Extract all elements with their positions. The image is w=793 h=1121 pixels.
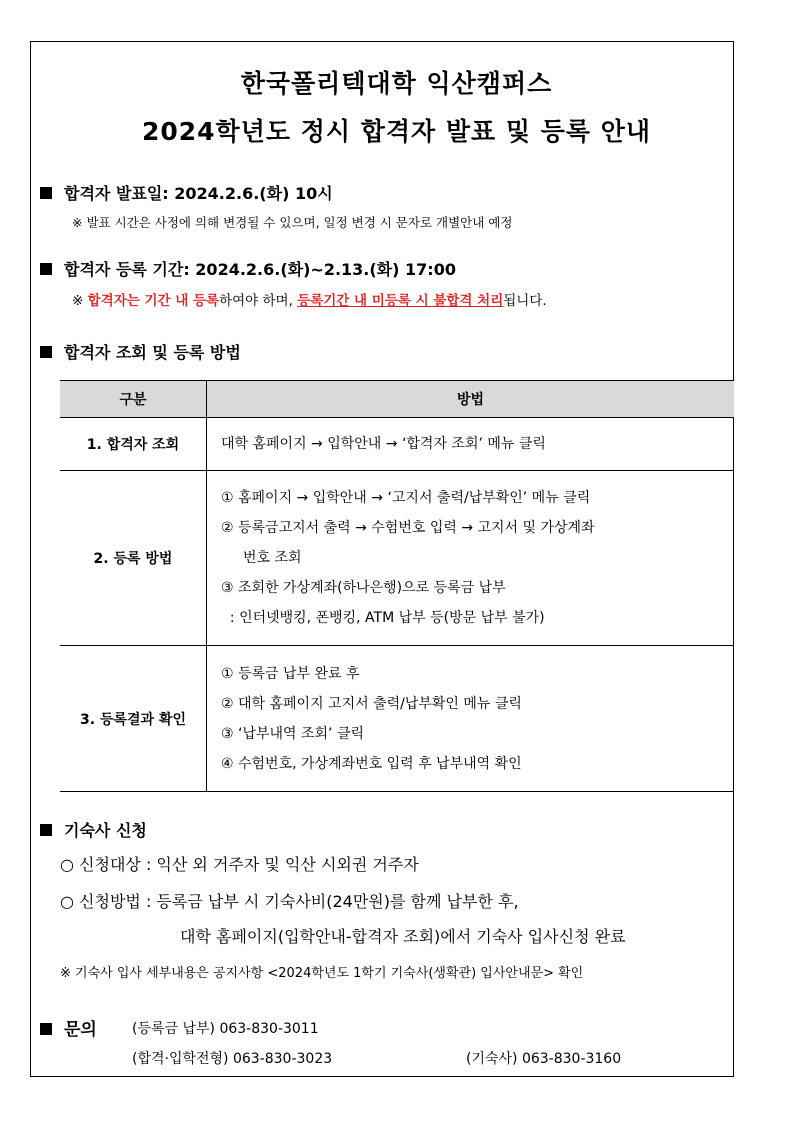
method-line: ② 대학 홈페이지 고지서 출력/납부확인 메뉴 클릭 [221, 695, 522, 712]
square-bullet-icon [40, 187, 52, 199]
row-label: 1. 합격자 조회 [60, 418, 207, 471]
note-highlight-register: 합격자는 기간 내 등록 [87, 293, 220, 309]
document-title-line2: 2024학년도 정시 합격자 발표 및 등록 안내 [141, 117, 652, 146]
table-header-row [60, 381, 734, 418]
note-middle: 하여야 하며, [219, 293, 298, 309]
method-line: ③ ‘납부내역 조회’ 클릭 [221, 725, 364, 742]
dormitory-heading [40, 818, 147, 841]
announcement-heading [40, 181, 333, 204]
table-header-category: 구분 [60, 381, 207, 418]
method-section-heading [40, 340, 241, 363]
table-row [60, 418, 734, 471]
method-line: ③ 조회한 가상계좌(하나은행)으로 등록금 납부 [221, 580, 506, 596]
method-section-heading-text: 합격자 조회 및 등록 방법 [64, 343, 241, 362]
square-bullet-icon [40, 346, 52, 358]
row-method [207, 646, 735, 792]
square-bullet-icon [40, 1023, 52, 1035]
method-line: ② 등록금고지서 출력 → 수험번호 입력 → 고지서 및 가상계좌 [221, 520, 595, 536]
inquiry-dormitory: (기숙사) 063-830-3160 [466, 1051, 622, 1067]
table-row [60, 646, 734, 792]
dormitory-heading-text: 기숙사 신청 [64, 821, 147, 840]
note-prefix: ※ [72, 293, 88, 309]
table-header-method: 방법 [207, 381, 735, 418]
square-bullet-icon [40, 263, 52, 275]
method-line: : 인터넷뱅킹, 폰뱅킹, ATM 납부 등(방문 납부 불가) [221, 610, 545, 626]
note-highlight-fail: 등록기간 내 미등록 시 불합격 처리 [297, 293, 504, 309]
row-method [207, 418, 735, 471]
row-label: 3. 등록결과 확인 [60, 646, 207, 792]
method-table [60, 380, 734, 792]
dormitory-note: ※ 기숙사 입사 세부내용은 공지사항 <2024학년도 1학기 기숙사(생확관) 입사안내문> 확인 [60, 966, 584, 981]
method-line: 번호 조회 [243, 550, 302, 566]
square-bullet-icon [40, 824, 52, 836]
method-line: ④ 수험번호, 가상계좌번호 입력 후 납부내역 확인 [221, 755, 522, 772]
announcement-heading-text: 합격자 발표일: 2024.2.6.(화) 10시 [64, 184, 333, 203]
row-label: 2. 등록 방법 [60, 471, 207, 646]
registration-period-note [72, 289, 547, 309]
dormitory-target: ○ 신청대상 : 익산 외 거주자 및 익산 시외권 거주자 [60, 855, 419, 874]
dormitory-method-line2: 대학 홈페이지(입학안내-합격자 조회)에서 기숙사 입사신청 완료 [180, 927, 626, 946]
registration-period-heading-text: 합격자 등록 기간: 2024.2.6.(화)~2.13.(화) 17:00 [64, 260, 456, 279]
document-title-line1: 한국폴리텍대학 익산캠퍼스 [240, 69, 553, 98]
inquiry-heading [40, 1015, 97, 1040]
registration-period-heading [40, 257, 456, 280]
method-line: ① 홈페이지 → 입학안내 → ‘고지서 출력/납부확인’ 메뉴 클릭 [221, 490, 591, 506]
announcement-note: ※ 발표 시간은 사정에 의해 변경될 수 있으며, 일정 변경 시 문자로 개별안내 예정 [72, 215, 513, 230]
inquiry-admission: (합격·입학전형) 063-830-3023 [132, 1051, 333, 1067]
method-line: ① 등록금 납부 완료 후 [221, 665, 360, 682]
inquiry-tuition: (등록금 납부) 063-830-3011 [132, 1021, 319, 1037]
row-method [207, 471, 735, 646]
dormitory-method-line1: ○ 신청방법 : 등록금 납부 시 기숙사비(24만원)를 함께 납부한 후, [60, 892, 519, 911]
inquiry-heading-text: 문의 [64, 1020, 97, 1040]
table-row [60, 471, 734, 646]
method-line: 대학 홈페이지 → 입학안내 → ‘합격자 조회’ 메뉴 클릭 [221, 436, 546, 452]
note-suffix: 됩니다. [503, 293, 547, 309]
